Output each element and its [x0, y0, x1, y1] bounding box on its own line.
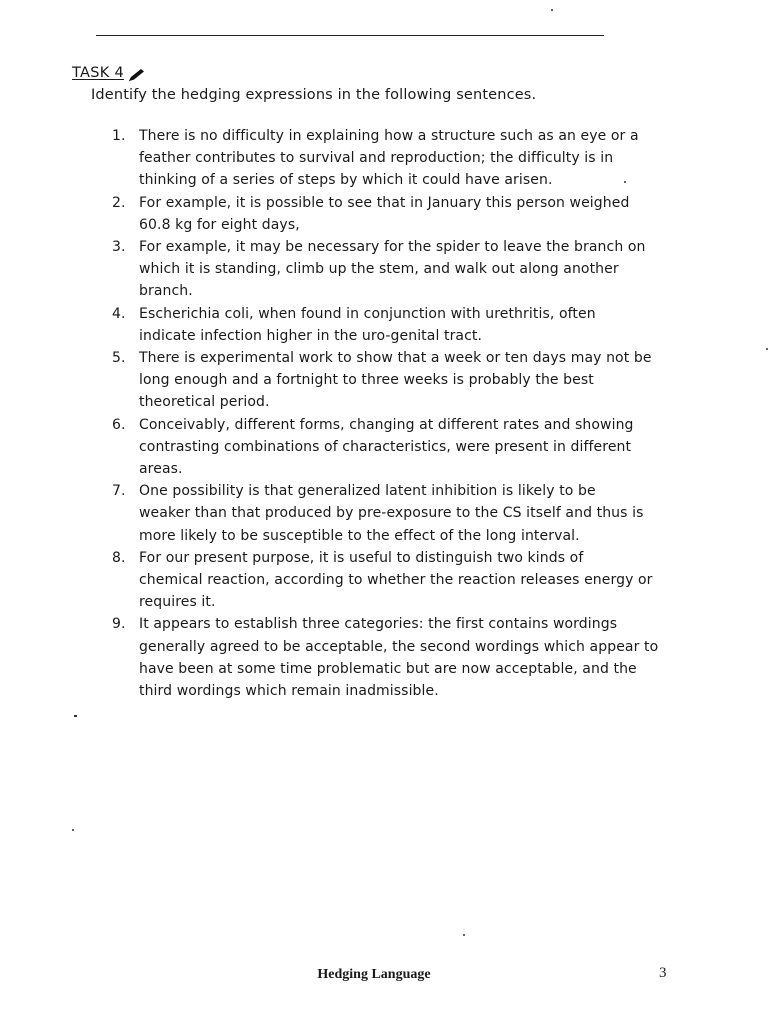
- list-item-text: There is no difficulty in explaining how a structure such as an eye or a feather contributes to survival and reproduction; the difficulty is in thinking of a series of steps by which it could have arisen.: [139, 128, 639, 189]
- list-item-text: One possibility is that generalized latent inhibition is likely to be weaker than that produced by pre-exposure to the CS itself and thus is more likely to be susceptible to the effect of the long interval.: [139, 483, 644, 544]
- top-divider-line: [96, 35, 604, 36]
- list-item-text: For example, it is possible to see that in January this person weighed 60.8 kg for eight days,: [139, 194, 630, 233]
- list-item: [112, 192, 672, 236]
- list-item-text: For our present purpose, it is useful to distinguish two kinds of chemical reaction, according to whether the reaction releases energy or requires it.: [139, 549, 653, 611]
- pencil-icon: [127, 68, 145, 82]
- list-item-text: There is experimental work to show that a week or ten days may not be long enough and a fortnight to three weeks is probably the best theoretical period.: [139, 350, 652, 411]
- task-instruction: Identify the hedging expressions in the following sentences.: [91, 87, 537, 103]
- list-item-number: 7.: [112, 483, 126, 500]
- footer-title-text: Hedging Language: [317, 967, 431, 982]
- list-item: [112, 303, 672, 347]
- page-number: 3: [659, 965, 667, 981]
- list-item-number: 9.: [112, 616, 126, 633]
- list-item-text: It appears to establish three categories: the first contains wordings generally agreed to be acceptable, the second wordings which appear to have been at some time problematic but are now acceptable, and the third wordings which remain inadmissible.: [139, 616, 659, 700]
- list-item-number: 2.: [112, 194, 126, 211]
- list-item: [112, 547, 672, 614]
- list-item: [112, 125, 672, 192]
- scan-speck: [72, 829, 74, 831]
- task-heading: [72, 65, 145, 81]
- list-item: [112, 236, 672, 303]
- list-item-number: 8.: [112, 549, 126, 566]
- list-item: [112, 414, 672, 481]
- scan-speck: [74, 715, 77, 717]
- list-item: [112, 480, 672, 547]
- list-item-number: 5.: [112, 350, 126, 367]
- list-item: [112, 347, 672, 414]
- scan-speck: [551, 9, 553, 11]
- sentence-list: [112, 125, 672, 702]
- scan-speck: [463, 934, 465, 936]
- task-label: TASK 4: [72, 65, 124, 81]
- list-item-text: Escherichia coli, when found in conjunction with urethritis, often indicate infection higher in the uro-genital tract.: [139, 305, 596, 344]
- list-item-number: 3.: [112, 239, 126, 256]
- list-item: [112, 613, 672, 702]
- list-item-text: Conceivably, different forms, changing at different rates and showing contrasting combinations of characteristics, were present in different areas.: [139, 416, 634, 478]
- list-item-number: 4.: [112, 305, 126, 322]
- list-item-text: For example, it may be necessary for the spider to leave the branch on which it is standing, climb up the stem, and walk out along another branch.: [139, 239, 646, 300]
- list-item-number: 1.: [112, 128, 126, 144]
- footer-title: [0, 967, 768, 983]
- list-item-number: 6.: [112, 416, 126, 433]
